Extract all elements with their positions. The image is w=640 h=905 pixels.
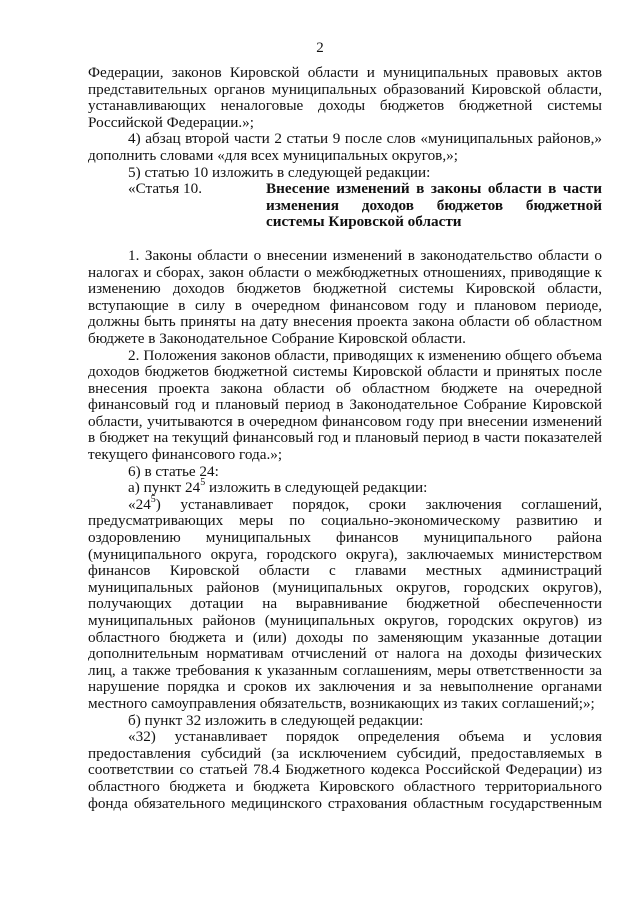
paragraph-item-a	[88, 477, 602, 497]
article-label: «Статья 10.	[128, 180, 203, 198]
paragraph-item-b: б) пункт 32 изложить в следующей редакции:	[128, 711, 424, 729]
item-a-intro-end: изложить в следующей редакции:	[205, 479, 428, 497]
point-24-5-start: «24	[128, 495, 151, 513]
paragraph-clause-2: 2. Положения законов области, приводящих к изменению общего объема доходов бюджетов бюджетной системы Кировской области и принятых после внесения проекта закона области об областном бюджете на очередной финансовый год и плановый период в Законодательное Собрание Кировской области, учитываются в очередном финансовом году при внесении изменений в бюджет на текущий финансовый год и плановый период в части показателей текущего финансового года.»;	[88, 346, 602, 464]
spacer	[88, 231, 602, 248]
paragraph-point-32: «32) устанавливает порядок определения объема и условия предоставления субсидий (за исключением субсидий, предоставляемых в соответствии со статьей 78.4 Бюджетного кодекса Российской Федерации) из областного бюджета и бюджета Кировского областного территориального фонда обязательного медицинского страхования областным государственным	[88, 728, 602, 812]
item-a-intro: а) пункт 24	[128, 479, 201, 497]
paragraph-clause-1: 1. Законы области о внесении изменений в законодательство области о налогах и сборах, закон области о межбюджетных отношениях, приводящие к изменению доходов бюджетов бюджетной системы Кировской области, вступающие в силу в очередном финансовом году и плановом периоде, должны быть приняты на дату внесения проекта закона области об областном бюджете в Законодательное Собрание Кировской области.	[88, 246, 602, 347]
article-heading	[88, 181, 602, 231]
paragraph-item-6: 6) в статье 24:	[128, 462, 219, 480]
paragraph-item-4: 4) абзац второй части 2 статьи 9 после слов «муниципальных районов,» дополнить словами «для всех муниципальных округов,»;	[88, 130, 602, 164]
document-body	[88, 65, 602, 812]
point-24-5-superscript: 5	[150, 493, 156, 505]
item-a-superscript: 5	[200, 477, 206, 489]
paragraph-point-24-5	[88, 493, 602, 713]
paragraph-item-5: 5) статью 10 изложить в следующей редакции:	[128, 163, 431, 181]
page-number: 2	[316, 40, 324, 56]
paragraph-continuation: Федерации, законов Кировской области и муниципальных правовых актов представительных органов муниципальных образований Кировской области, устанавливающих неналоговые доходы бюджетов бюджетной системы Российской Федерации.»;	[88, 64, 602, 131]
article-title: Внесение изменений в законы области в части изменения доходов бюджетов бюджетной системы Кировской области	[266, 180, 602, 231]
point-24-5-text: ) устанавливает порядок, сроки заключения соглашений, предусматривающих меры по социально-экономическому развитию и оздоровлению муниципальных финансов муниципального района (муниципального округа, городского округа), заключаемых министерством финансов Кировской области с главами местных администраций муниципальных районов (муниципальных округов, городских округов), получающих дотации на выравнивание бюджетной обеспеченности муниципальных районов (муниципальных округов, городских округов) из областного бюджета и (или) доходы по заменяющим указанные дотации дополнительным нормативам отчислений от налога на доходы физических лиц, а также требования к указанным соглашениям, меры ответственности за нарушение порядка и сроков их заключения и за невыполнение органами местного самоуправления обязательств, возникающих из таких соглашений;»;	[88, 495, 602, 712]
